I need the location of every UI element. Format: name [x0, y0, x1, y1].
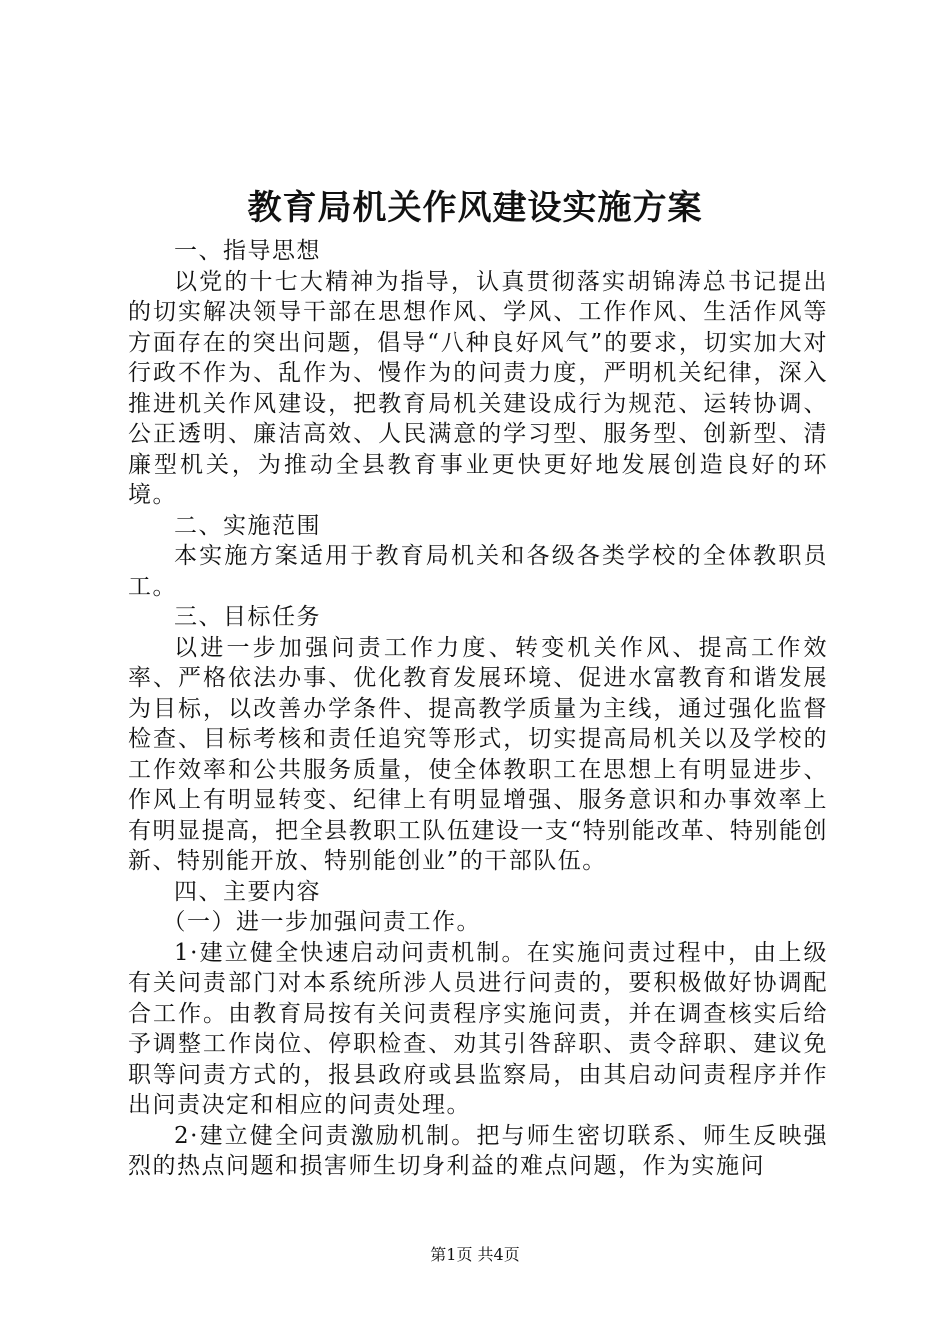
- paragraph-goals: 以进一步加强问责工作力度、转变机关作风、提高工作效率、严格依法办事、优化教育发展环境、促进水富教育和谐发展为目标，以改善办学条件、提高教学质量为主线，通过强化监督检查、目标考核和责任追究等形式，切实提高局机关以及学校的工作效率和公共服务质量，使全体教职工在思想上有明显进步、作风上有明显转变、纪律上有明显增强、服务意识和办事效率上有明显提高，把全县教职工队伍建设一支“特别能改革、特别能创新、特别能开放、特别能创业”的干部队伍。: [128, 634, 828, 874]
- section-heading-goals: 三、目标任务: [174, 604, 321, 630]
- paragraph-item-1: 1·建立健全快速启动问责机制。在实施问责过程中，由上级有关问责部门对本系统所涉人员进行问责的，要积极做好协调配合工作。由教育局按有关问责程序实施问责，并在调查核实后给予调整工作岗位、停职检查、劝其引咎辞职、责令辞职、建议免职等问责方式的，报县政府或县监察局，由其启动问责程序并作出问责决定和相应的问责处理。: [128, 939, 828, 1118]
- page-footer: 第1页 共4页: [430, 1245, 520, 1264]
- document-body: [128, 236, 828, 1182]
- paragraph-guiding-ideology: 以党的十七大精神为指导，认真贯彻落实胡锦涛总书记提出的切实解决领导干部在思想作风、学风、工作作风、生活作风等方面存在的突出问题，倡导“八种良好风气”的要求，切实加大对行政不作为、乱作为、慢作为的问责力度，严明机关纪律，深入推进机关作风建设，把教育局机关建设成行为规范、运转协调、公正透明、廉洁高效、人民满意的学习型、服务型、创新型、清廉型机关，为推动全县教育事业更快更好地发展创造良好的环境。: [128, 268, 828, 508]
- subsection-heading-accountability: （一）进一步加强问责工作。: [162, 909, 481, 935]
- paragraph-scope: 本实施方案适用于教育局机关和各级各类学校的全体教职员工。: [128, 543, 828, 600]
- paragraph-item-2: 2·建立健全问责激励机制。把与师生密切联系、师生反映强烈的热点问题和损害师生切身利益的难点问题，作为实施问: [128, 1122, 828, 1179]
- document-title: 教育局机关作风建设实施方案: [247, 188, 703, 228]
- section-heading-scope: 二、实施范围: [174, 512, 321, 539]
- section-heading-guiding-ideology: 一、指导思想: [174, 238, 321, 264]
- section-heading-main-content: 四、主要内容: [174, 878, 321, 905]
